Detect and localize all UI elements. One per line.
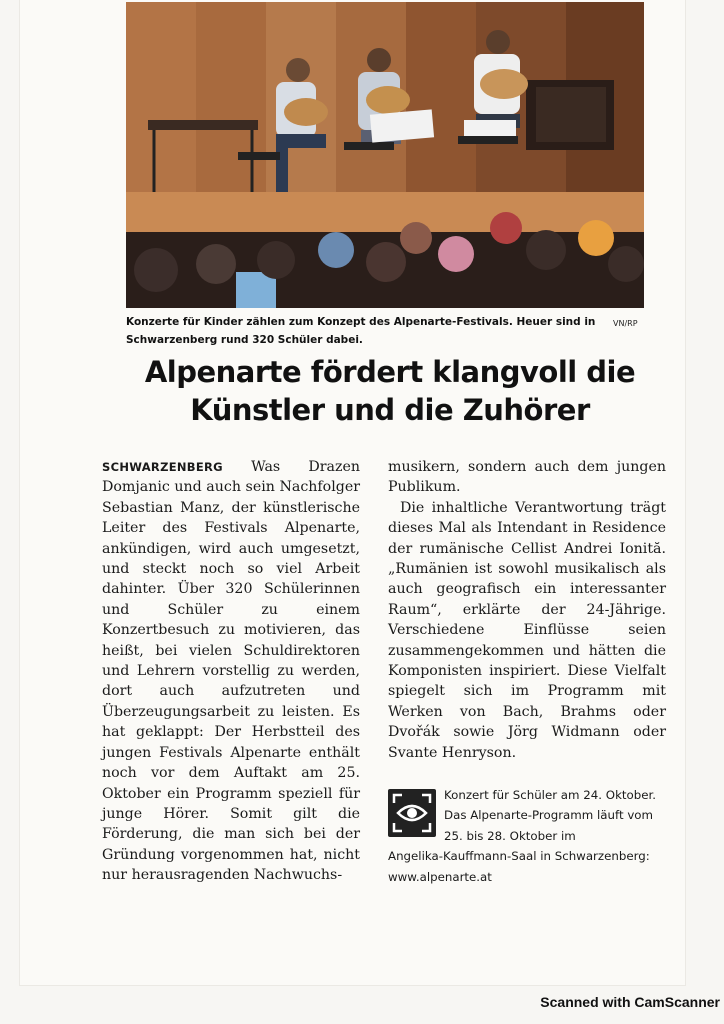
caption-line-2: Schwarzenberg rund 320 Schüler dabei. [126,334,363,346]
article-paragraph-2: Die inhaltliche Verantwortung trägt dieses Mal als Intendant in Residence der rumänische Cellist Andrei Ionită. „Rumänien ist sowohl musikalisch als auch geografisch ein interessanter Raum“, erklärte der 24-Jährige. Verschiedene Einflüsse seien zusammengekommen und hätten die Komponisten inspiriert. Diese Vielfalt spiegelt sich im Programm mit Werken von Bach, Brahms oder Dvořák sowie Jörg Widmann oder Svante Henryson. [388,499,666,761]
headline-line-1: Alpenarte fördert klangvoll die [144,355,636,389]
dateline: SCHWARZENBERG [102,460,223,474]
article-column-right [388,457,666,763]
article-paragraph-1: musikern, sondern auch dem jungen Publikum. [388,459,666,496]
info-text-first: Konzert für Schüler am 24. Oktober. Das Alpenarte-Programm läuft vom 25. bis 28. Oktober im [444,788,657,843]
article-column-left [102,457,360,886]
info-box [388,785,668,885]
photo-caption [126,313,644,349]
info-text [388,785,668,887]
headline [100,353,680,429]
caption-line-1: Konzerte für Kinder zählen zum Konzept des Alpenarte-Festivals. Heuer sind in [126,316,596,328]
scanner-watermark: Scanned with CamScanner [540,994,720,1010]
eye-icon [388,789,436,837]
concert-photo [126,2,644,308]
article-text-left: Was Drazen Domjanic und auch sein Nachfolger Sebastian Manz, der künstlerische Leiter des Festivals Alpenarte, ankündigen, wird auch umgesetzt, und steckt noch so viel Arbeit dahinter. Über 320 Schülerinnen und Schüler zu einem Konzertbesuch zu motivieren, das heißt, bei vielen Schuldirektoren und Lehrern vorstellig zu werden, dort auch aufzutreten und Überzeugungsarbeit zu leisten. Es hat geklappt: Der Herbstteil des jungen Festivals Alpenarte enthält noch vor dem Auftakt am 25. Oktober ein Programm speziell für junge Hörer. Somit gilt die Förderung, die man sich bei der Gründung vorgenommen hat, nicht nur herausragenden Nachwuchs- [102,459,360,884]
photo-credit: VN/RP [613,319,638,328]
info-text-rest: Angelika-Kauffmann-Saal in Schwarzenberg: www.alpenarte.at [388,849,650,884]
headline-line-2: Künstler und die Zuhörer [190,393,590,427]
